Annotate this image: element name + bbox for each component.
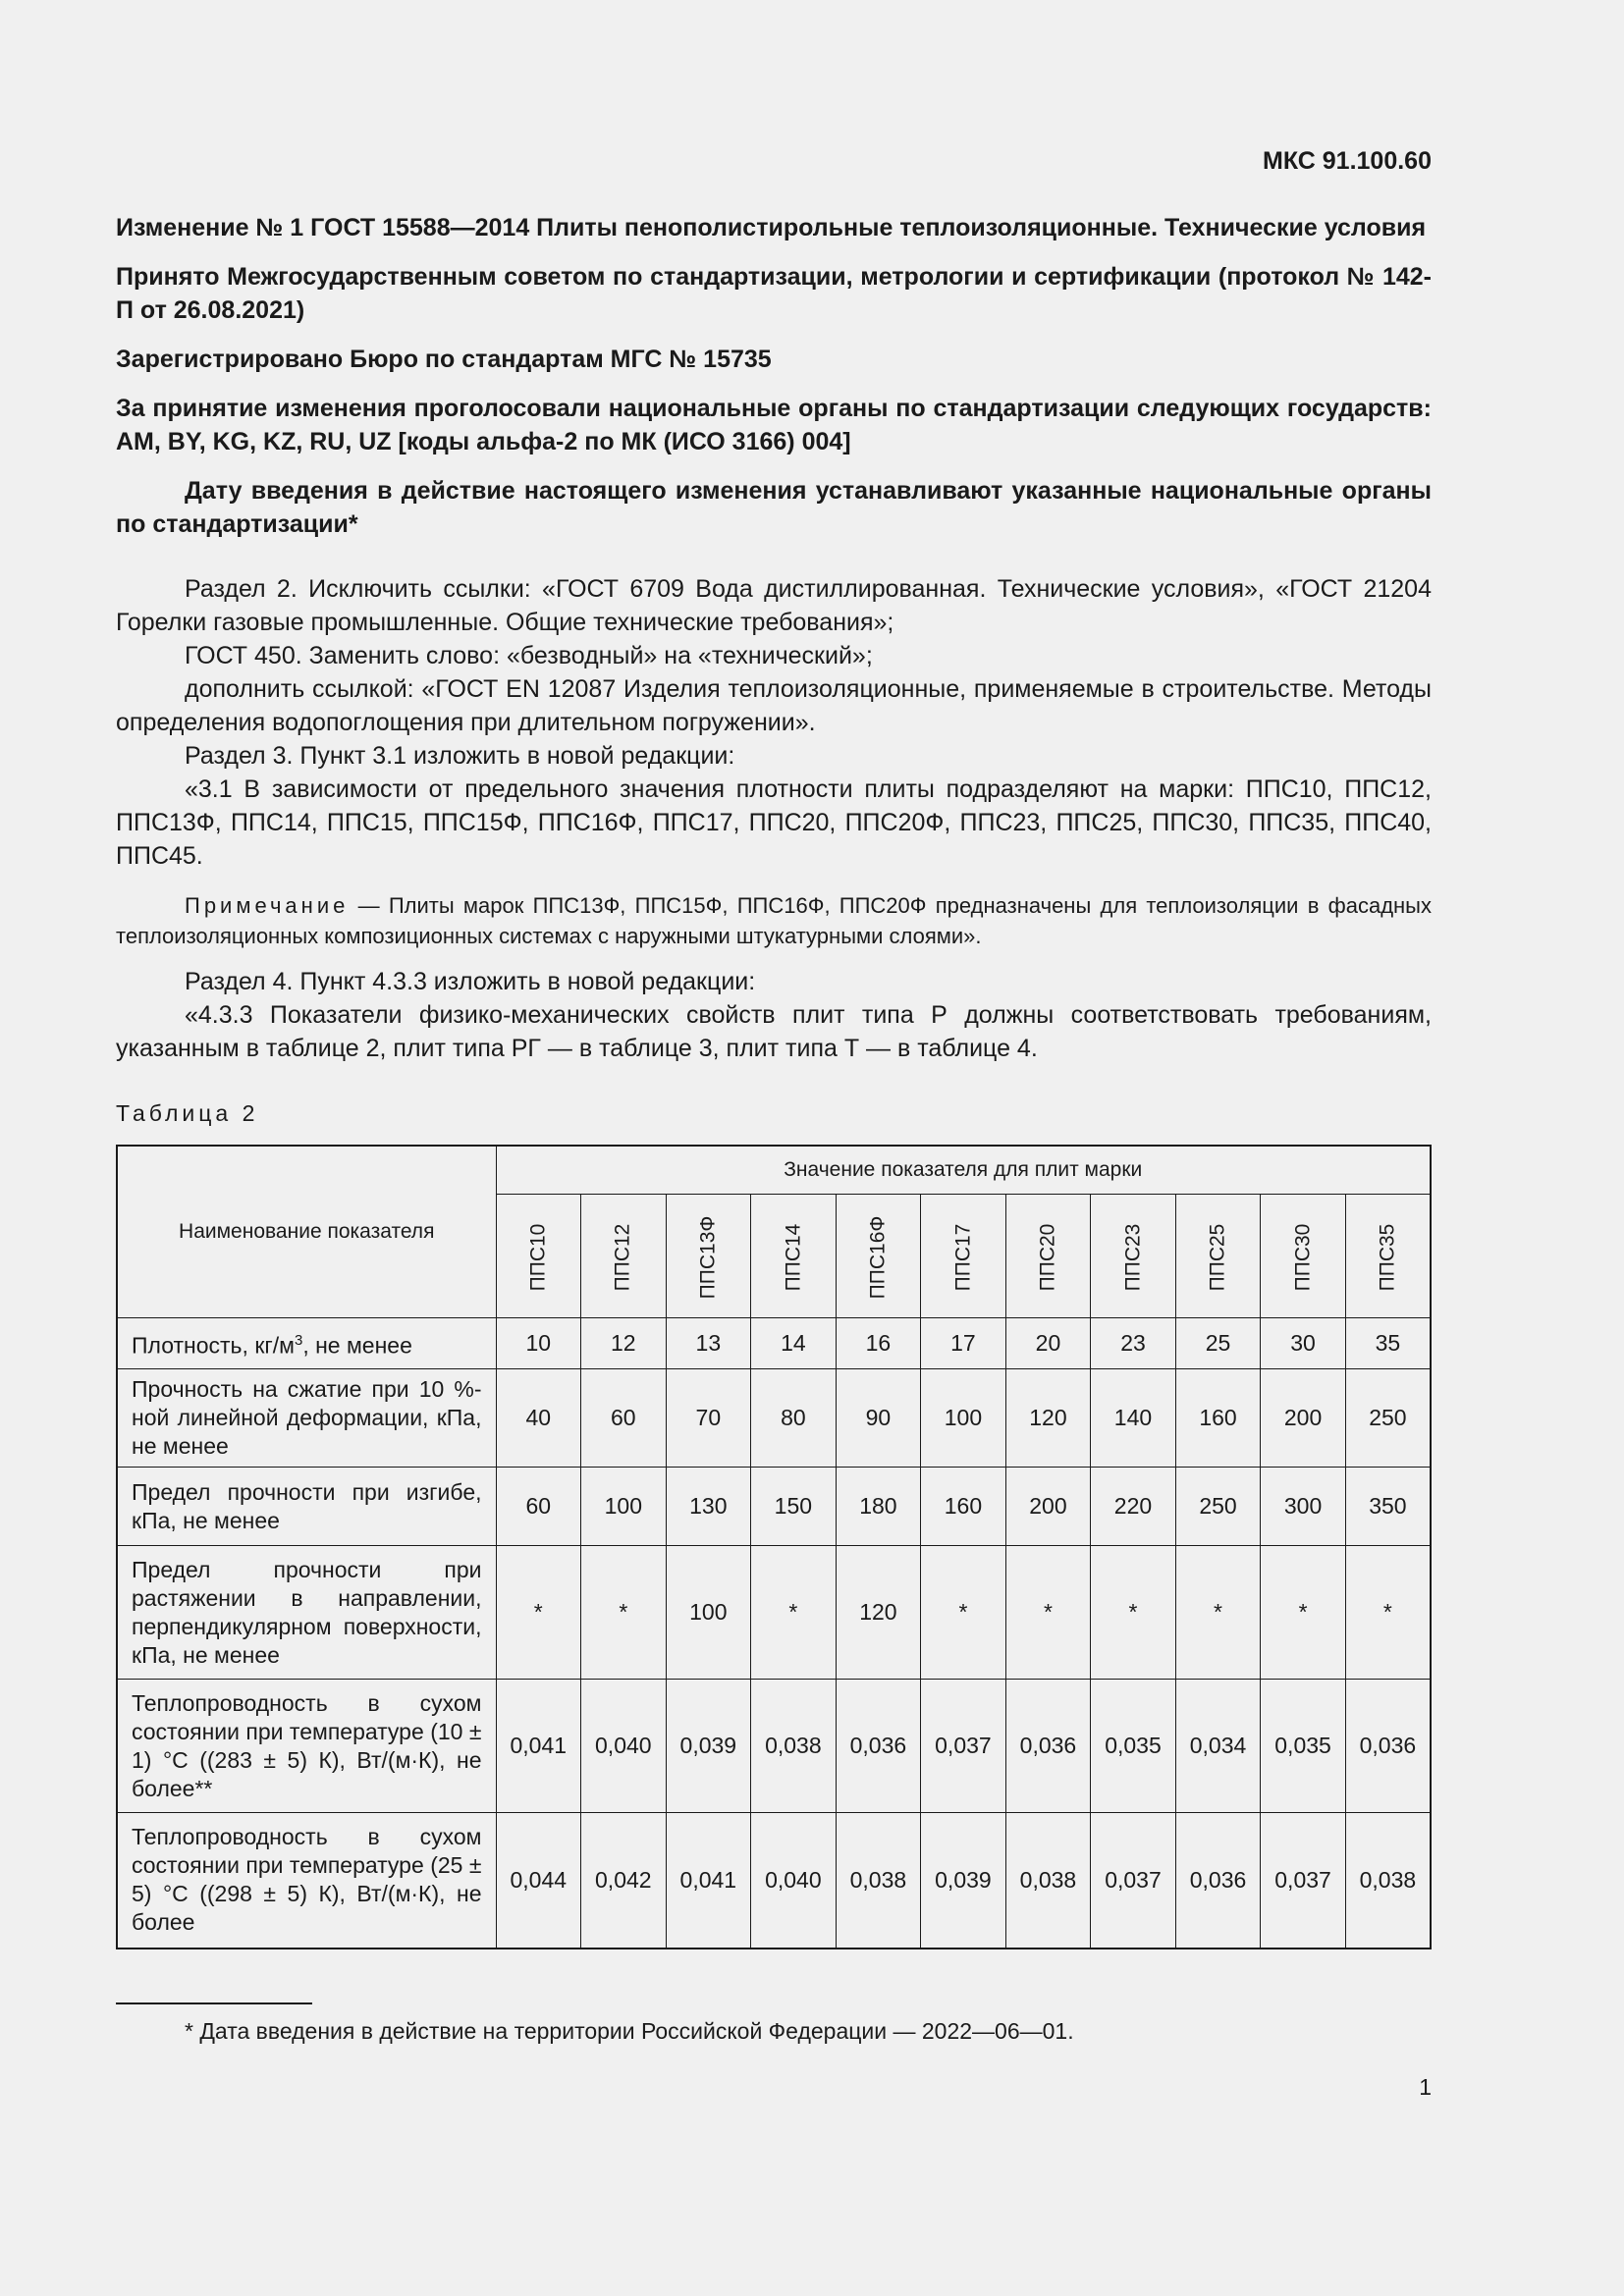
table-cell: 14	[751, 1318, 837, 1369]
section-3-paragraph: Раздел 3. Пункт 3.1 изложить в новой редакции:	[185, 742, 735, 770]
table-cell: 16	[836, 1318, 921, 1369]
gost-450-paragraph: ГОСТ 450. Заменить слово: «безводный» на «технический»;	[185, 642, 873, 669]
table-cell: *	[1175, 1546, 1261, 1680]
row-label: Предел прочности при изгибе, кПа, не менее	[117, 1468, 496, 1546]
table-cell: 17	[921, 1318, 1006, 1369]
page-number: 1	[1419, 2074, 1432, 2100]
amendment-body-2	[116, 965, 1432, 1065]
note-paragraph	[116, 890, 1432, 951]
brand-label: ППС17	[950, 1223, 974, 1292]
row-label: Прочность на сжатие при 10 %-ной линейной деформации, кПа, не менее	[117, 1369, 496, 1468]
table-cell: 70	[666, 1369, 751, 1468]
table-cell: 40	[496, 1369, 581, 1468]
table-cell: 13	[666, 1318, 751, 1369]
table-cell: 90	[836, 1369, 921, 1468]
brand-header	[1345, 1195, 1431, 1318]
properties-table	[116, 1145, 1432, 1949]
note-text: — Плиты марок ППС13Ф, ППС15Ф, ППС16Ф, ППС20Ф предназначены для теплоизоляции в фасадных теплоизоляционных композиционных системах с наружными штукатурными слоями».	[116, 893, 1432, 948]
row-label	[117, 1318, 496, 1369]
table-cell: *	[1345, 1546, 1431, 1680]
brand-label: ППС12	[611, 1223, 634, 1292]
clause-4-3-3-paragraph: «4.3.3 Показатели физико-механических свойств плит типа Р должны соответствовать требованиям, указанным в таблице 2, плит типа РГ — в таблице 3, плит типа Т — в таблице 4.	[116, 1001, 1432, 1062]
table-cell: 0,038	[1345, 1813, 1431, 1949]
table-cell: *	[1261, 1546, 1346, 1680]
table-cell: 10	[496, 1318, 581, 1369]
table-cell: 25	[1175, 1318, 1261, 1369]
table-cell: 220	[1091, 1468, 1176, 1546]
table-caption: Таблица 2	[116, 1100, 259, 1126]
brand-label: ППС16Ф	[866, 1215, 890, 1300]
table-cell: 120	[836, 1546, 921, 1680]
table-cell: 100	[666, 1546, 751, 1680]
clause-3-1-paragraph: «3.1 В зависимости от предельного значения плотности плиты подразделяют на марки: ППС10, ППС12, ППС13Ф, ППС14, ППС15, ППС15Ф, ППС16Ф, ППС17, ППС20, ППС20Ф, ППС23, ППС25, ППС30, ППС35, ППС40, ППС45.	[116, 775, 1432, 870]
table-row	[117, 1369, 1431, 1468]
voting-countries: За принятие изменения проголосовали национальные органы по стандартизации следующих государств: AM, BY, KG, KZ, RU, UZ [коды альфа-2 по МК (ИСО 3166) 004]	[116, 395, 1432, 455]
table-cell: 0,035	[1091, 1680, 1176, 1813]
brand-header	[666, 1195, 751, 1318]
table-cell: 20	[1005, 1318, 1091, 1369]
table-cell: 35	[1345, 1318, 1431, 1369]
table-cell: 0,041	[666, 1813, 751, 1949]
table-cell: 140	[1091, 1369, 1176, 1468]
table-cell: 160	[921, 1468, 1006, 1546]
table-cell: *	[581, 1546, 667, 1680]
table-cell: 0,040	[581, 1680, 667, 1813]
table-cell: *	[496, 1546, 581, 1680]
table-cell: *	[921, 1546, 1006, 1680]
table-cell: 0,035	[1261, 1680, 1346, 1813]
brand-header	[1091, 1195, 1176, 1318]
brand-label: ППС13Ф	[696, 1215, 720, 1300]
table-cell: 0,036	[836, 1680, 921, 1813]
table-cell: 130	[666, 1468, 751, 1546]
table-cell: 60	[496, 1468, 581, 1546]
brand-group-header: Значение показателя для плит марки	[496, 1146, 1431, 1195]
row-label-superscript: 3	[294, 1332, 303, 1350]
table-cell: 0,041	[496, 1680, 581, 1813]
brand-header	[1175, 1195, 1261, 1318]
adopted-by: Принято Межгосударственным советом по стандартизации, метрологии и сертификации (протокол № 142-П от 26.08.2021)	[116, 263, 1432, 324]
table-cell: 100	[921, 1369, 1006, 1468]
table-cell: 0,038	[1005, 1813, 1091, 1949]
table-cell: 180	[836, 1468, 921, 1546]
row-label-text: , не менее	[302, 1332, 412, 1359]
brand-label: ППС30	[1291, 1223, 1315, 1292]
table-cell: *	[1091, 1546, 1176, 1680]
brand-label: ППС10	[526, 1223, 550, 1292]
table-cell: 300	[1261, 1468, 1346, 1546]
table-cell: 0,039	[666, 1680, 751, 1813]
brand-header	[496, 1195, 581, 1318]
section-4-paragraph: Раздел 4. Пункт 4.3.3 изложить в новой редакции:	[185, 968, 756, 995]
table-cell: 200	[1261, 1369, 1346, 1468]
table-cell: 0,036	[1175, 1813, 1261, 1949]
table-cell: 0,042	[581, 1813, 667, 1949]
table-cell: 0,040	[751, 1813, 837, 1949]
table-row	[117, 1813, 1431, 1949]
table-cell: 30	[1261, 1318, 1346, 1369]
row-label: Предел прочности при растяжении в направлении, перпендикулярном поверхности, кПа, не менее	[117, 1546, 496, 1680]
table-cell: 60	[581, 1369, 667, 1468]
mks-code: МКС 91.100.60	[1263, 147, 1432, 175]
brand-label: ППС35	[1376, 1223, 1399, 1292]
table-cell: 100	[581, 1468, 667, 1546]
table-cell: 23	[1091, 1318, 1176, 1369]
brand-header	[751, 1195, 837, 1318]
table-cell: *	[1005, 1546, 1091, 1680]
table-cell: 0,038	[751, 1680, 837, 1813]
brand-label: ППС25	[1206, 1223, 1229, 1292]
brand-label: ППС20	[1036, 1223, 1059, 1292]
table-cell: 0,036	[1345, 1680, 1431, 1813]
name-column-header: Наименование показателя	[117, 1146, 496, 1318]
brand-header	[1261, 1195, 1346, 1318]
table-cell: 0,039	[921, 1813, 1006, 1949]
registered-by: Зарегистрировано Бюро по стандартам МГС № 15735	[116, 346, 772, 373]
amendment-body	[116, 572, 1432, 873]
table-cell: 350	[1345, 1468, 1431, 1546]
brand-header	[836, 1195, 921, 1318]
table-cell: 0,037	[1261, 1813, 1346, 1949]
table-cell: 0,036	[1005, 1680, 1091, 1813]
table-cell: *	[751, 1546, 837, 1680]
row-label-text: Плотность, кг/м	[132, 1332, 295, 1359]
table-cell: 0,037	[921, 1680, 1006, 1813]
table-cell: 0,044	[496, 1813, 581, 1949]
effective-date-statement: Дату введения в действие настоящего изменения устанавливают указанные национальные органы по стандартизации*	[116, 477, 1432, 538]
section-2-paragraph: Раздел 2. Исключить ссылки: «ГОСТ 6709 Вода дистиллированная. Технические условия», «ГОСТ 21204 Горелки газовые промышленные. Общие технические требования»;	[116, 575, 1432, 636]
row-label: Теплопроводность в сухом состоянии при температуре (25 ± 5) °С ((298 ± 5) К), Вт/(м·К), не более	[117, 1813, 496, 1949]
row-label: Теплопроводность в сухом состоянии при температуре (10 ± 1) °С ((283 ± 5) К), Вт/(м·К), не более**	[117, 1680, 496, 1813]
table-cell: 12	[581, 1318, 667, 1369]
table-cell: 200	[1005, 1468, 1091, 1546]
footnote-divider	[116, 2002, 312, 2004]
add-reference-paragraph: дополнить ссылкой: «ГОСТ EN 12087 Изделия теплоизоляционные, применяемые в строительстве. Методы определения водопоглощения при длительном погружении».	[116, 675, 1432, 736]
document-page	[116, 147, 1432, 2045]
table-cell: 120	[1005, 1369, 1091, 1468]
table-cell: 80	[751, 1369, 837, 1468]
table-row	[117, 1318, 1431, 1369]
brand-header	[921, 1195, 1006, 1318]
table-cell: 0,037	[1091, 1813, 1176, 1949]
table-cell: 250	[1175, 1468, 1261, 1546]
brand-label: ППС14	[781, 1223, 804, 1292]
table-cell: 250	[1345, 1369, 1431, 1468]
brand-header	[581, 1195, 667, 1318]
table-row	[117, 1680, 1431, 1813]
table-cell: 150	[751, 1468, 837, 1546]
table-row	[117, 1546, 1431, 1680]
brand-label: ППС23	[1120, 1223, 1144, 1292]
table-row	[117, 1468, 1431, 1546]
brand-header	[1005, 1195, 1091, 1318]
amendment-title: Изменение № 1 ГОСТ 15588—2014 Плиты пенополистирольные теплоизоляционные. Технические условия	[116, 214, 1427, 241]
table-cell: 0,038	[836, 1813, 921, 1949]
table-cell: 160	[1175, 1369, 1261, 1468]
note-label: Примечание	[185, 893, 350, 918]
table-cell: 0,034	[1175, 1680, 1261, 1813]
footnote: * Дата введения в действие на территории Российской Федерации — 2022—06—01.	[185, 2017, 1074, 2044]
